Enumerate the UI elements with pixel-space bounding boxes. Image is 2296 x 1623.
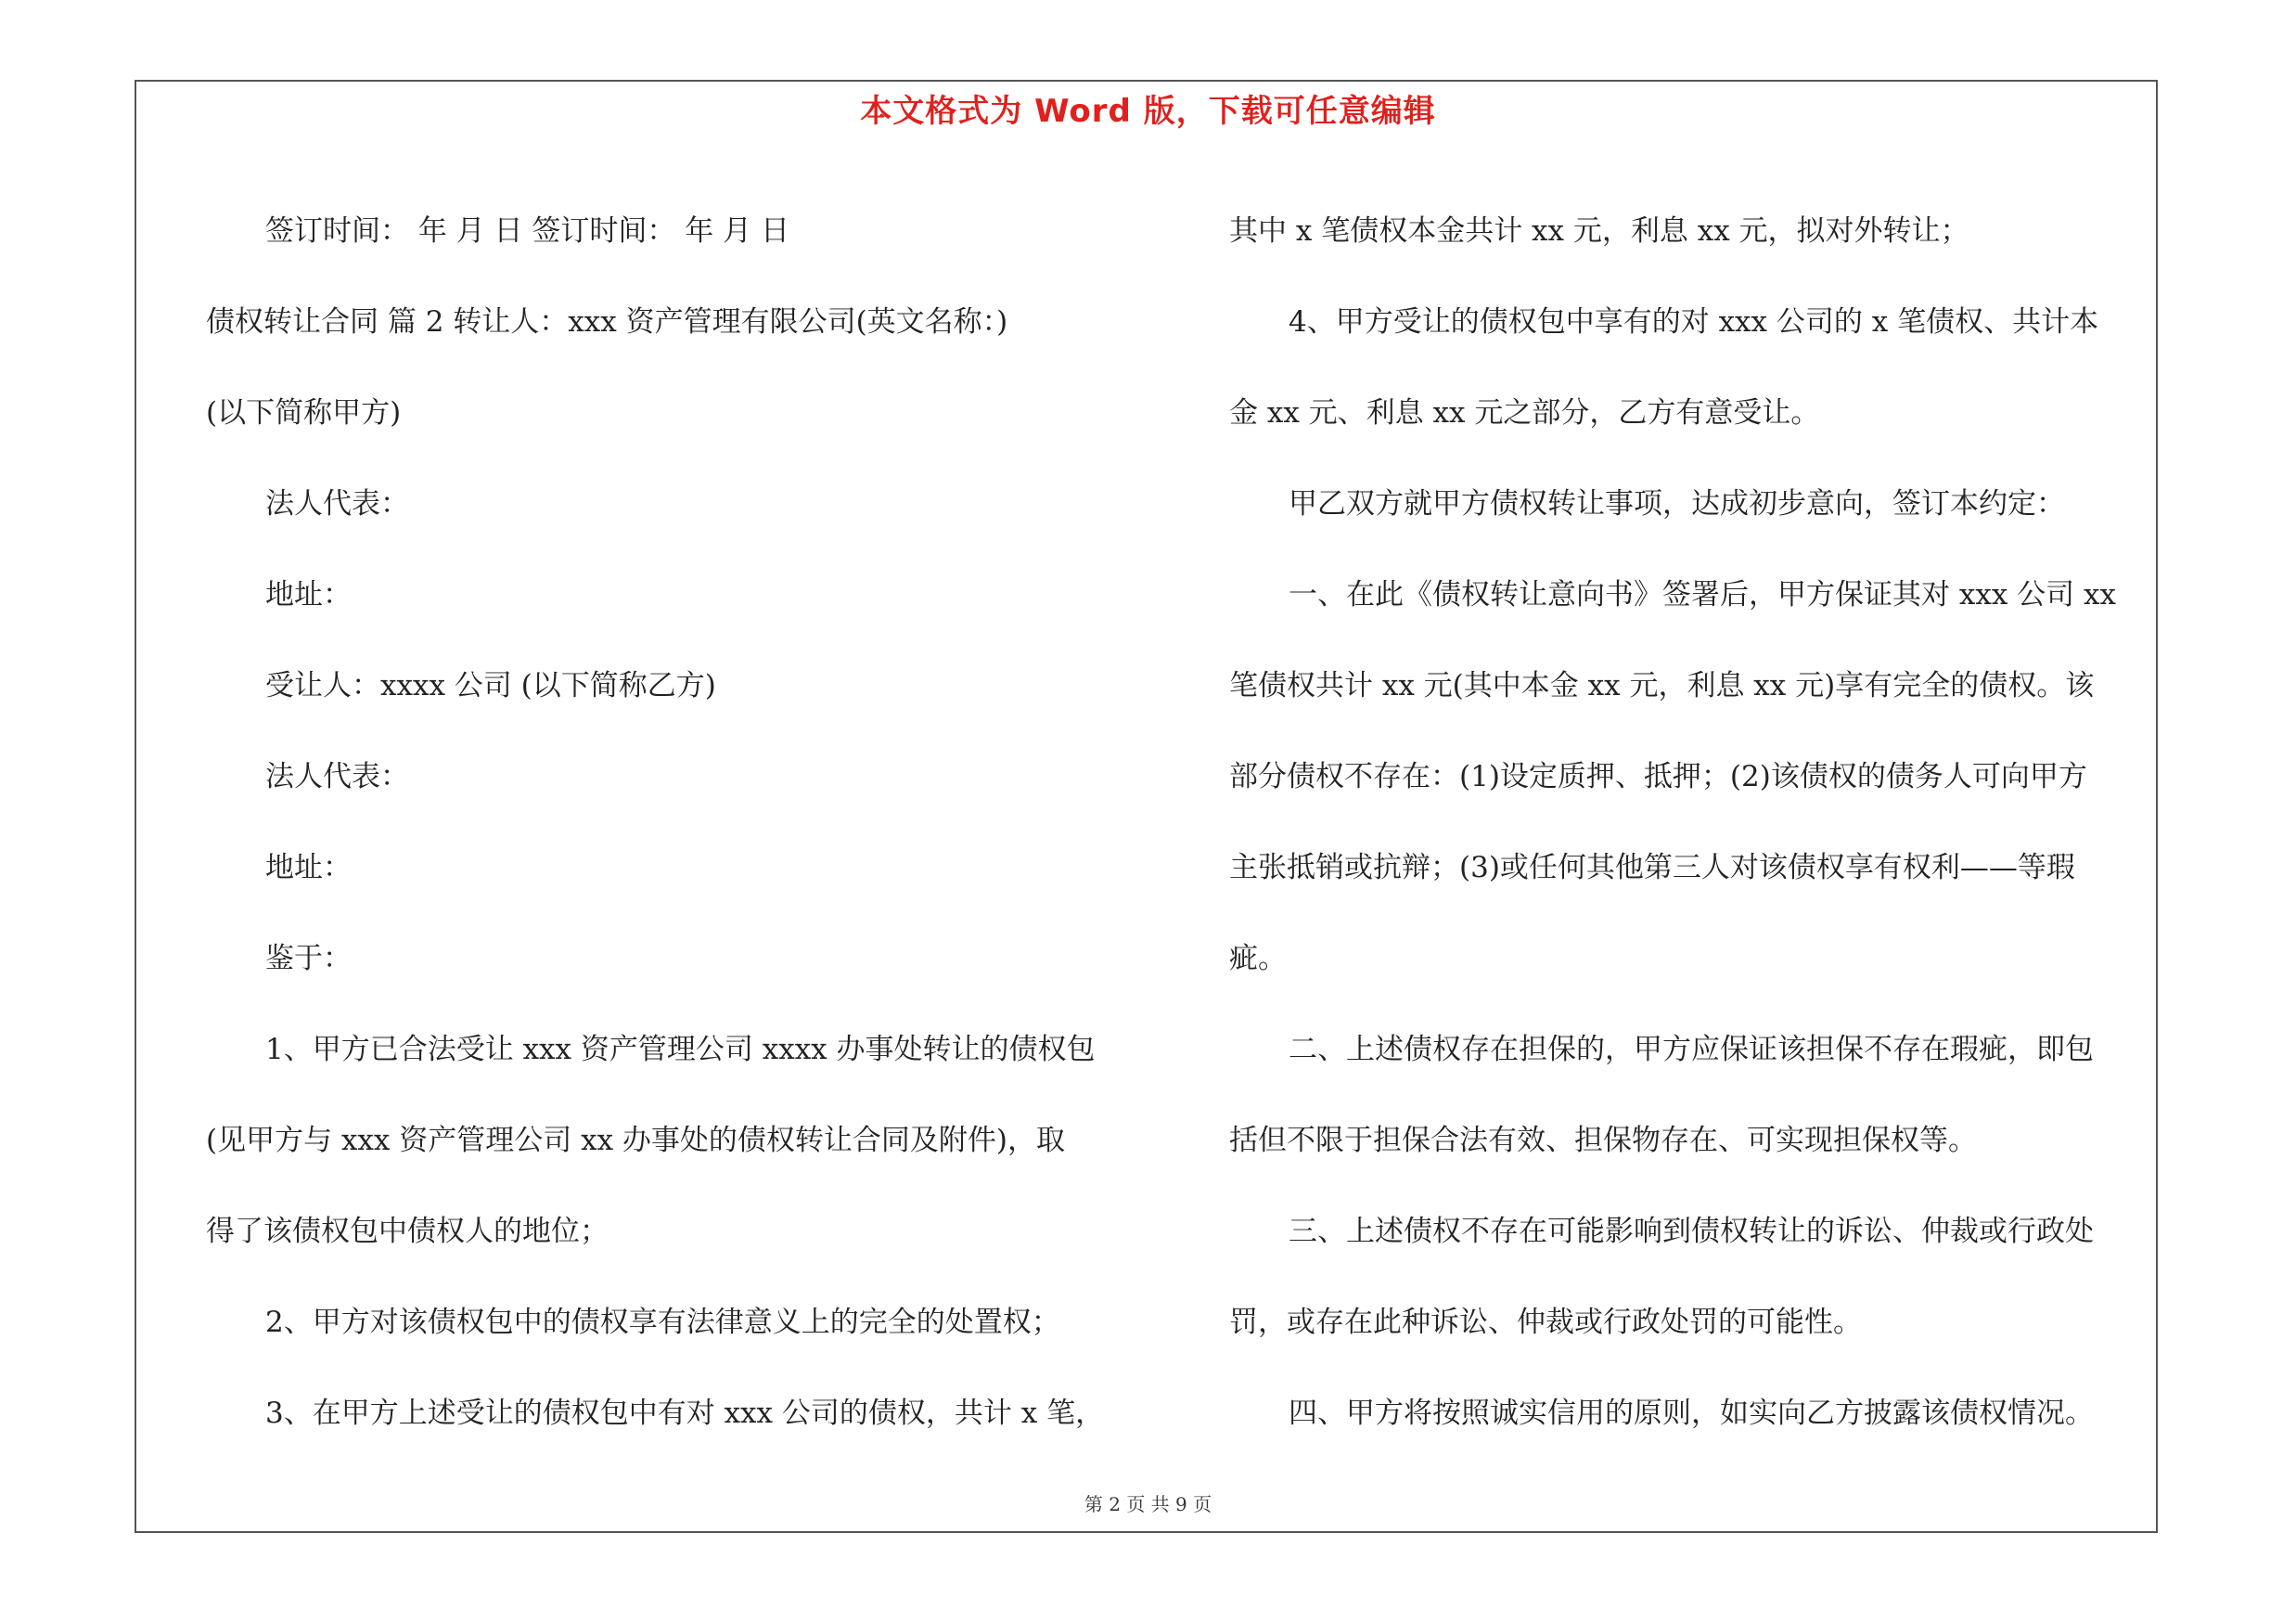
text-line: 四、甲方将按照诚实信用的原则，如实向乙方披露该债权情况。 bbox=[1289, 1397, 2094, 1430]
text-line: 一、在此《债权转让意向书》签署后，甲方保证其对 xxx 公司 xx bbox=[1289, 578, 2116, 612]
text-line: 1、甲方已合法受让 xxx 资产管理公司 xxxx 办事处转让的债权包 bbox=[265, 1033, 1096, 1066]
text-line: 罚，或存在此种诉讼、仲裁或行政处罚的可能性。 bbox=[1229, 1306, 1862, 1339]
text-line: 括但不限于担保合法有效、担保物存在、可实现担保权等。 bbox=[1229, 1124, 1977, 1157]
text-line: 甲乙双方就甲方债权转让事项，达成初步意向，签订本约定： bbox=[1289, 487, 2065, 521]
right-column bbox=[1229, 186, 2171, 1459]
text-line: 主张抵销或抗辩；(3)或任何其他第三人对该债权享有权利——等瑕 bbox=[1229, 851, 2075, 884]
text-line: 金 xx 元、利息 xx 元之部分，乙方有意受让。 bbox=[1229, 396, 1820, 430]
left-column bbox=[206, 186, 1152, 1459]
text-line: 4、甲方受让的债权包中享有的对 xxx 公司的 x 笔债权、共计本 bbox=[1289, 305, 2099, 339]
text-line: 得了该债权包中债权人的地位； bbox=[206, 1215, 609, 1248]
text-line: (见甲方与 xxx 资产管理公司 xx 办事处的债权转让合同及附件)，取 bbox=[206, 1124, 1066, 1157]
text-line: 地址： bbox=[265, 578, 352, 612]
text-line: 法人代表： bbox=[265, 487, 409, 521]
text-line: 3、在甲方上述受让的债权包中有对 xxx 公司的债权，共计 x 笔， bbox=[265, 1397, 1105, 1430]
text-line: 地址： bbox=[265, 851, 352, 884]
text-line: 债权转让合同 篇 2 转让人：xxx 资产管理有限公司(英文名称：) bbox=[206, 305, 1008, 339]
text-line: (以下简称甲方) bbox=[206, 396, 402, 430]
text-line: 鉴于： bbox=[265, 942, 352, 975]
text-line: 其中 x 笔债权本金共计 xx 元，利息 xx 元，拟对外转让； bbox=[1229, 214, 1969, 248]
text-line: 受让人：xxxx 公司 (以下简称乙方) bbox=[265, 669, 716, 702]
text-line: 疵。 bbox=[1229, 942, 1287, 975]
text-line: 部分债权不存在：(1)设定质押、抵押；(2)该债权的债务人可向甲方 bbox=[1229, 760, 2087, 793]
text-line: 签订时间： 年 月 日 签订时间： 年 月 日 bbox=[265, 214, 789, 248]
format-notice-banner: 本文格式为 Word 版，下载可任意编辑 bbox=[860, 93, 1436, 130]
text-line: 二、上述债权存在担保的，甲方应保证该担保不存在瑕疵，即包 bbox=[1289, 1033, 2094, 1066]
text-line: 2、甲方对该债权包中的债权享有法律意义上的完全的处置权； bbox=[265, 1306, 1060, 1339]
text-line: 三、上述债权不存在可能影响到债权转让的诉讼、仲裁或行政处 bbox=[1289, 1215, 2094, 1248]
text-line: 笔债权共计 xx 元(其中本金 xx 元，利息 xx 元)享有完全的债权。该 bbox=[1229, 669, 2095, 702]
text-line: 法人代表： bbox=[265, 760, 409, 793]
page-number-footer: 第 2 页 共 9 页 bbox=[1084, 1493, 1212, 1515]
